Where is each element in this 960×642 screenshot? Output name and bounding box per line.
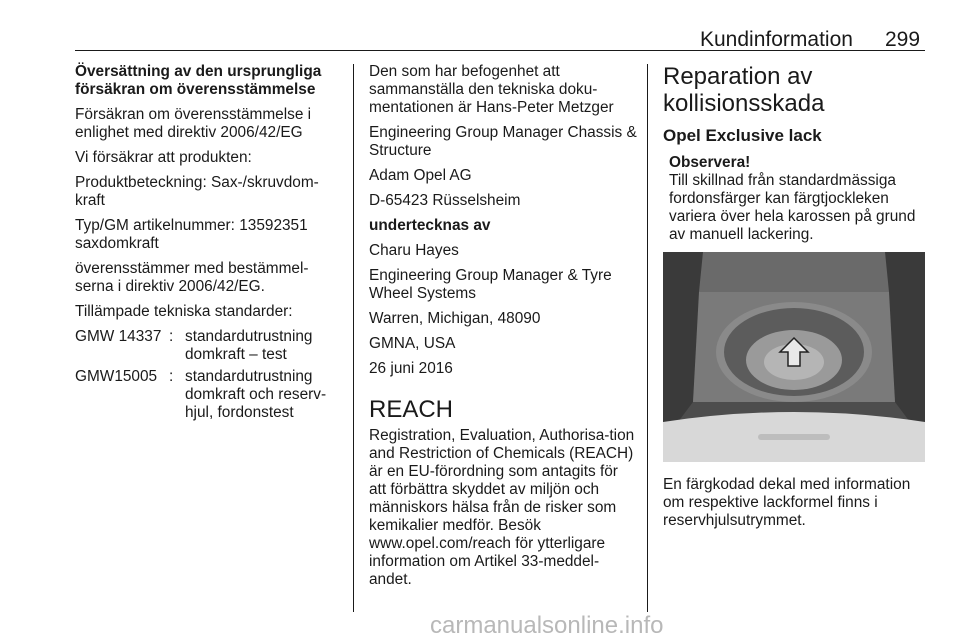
paragraph: Engineering Group Manager Chassis & Structure	[369, 124, 637, 159]
paragraph: Vi försäkrar att produkten:	[75, 149, 252, 166]
watermark-text: carmanualsonline.info	[430, 612, 664, 639]
paragraph: Produktbeteckning: Sax-/skruvdom-kraft	[75, 174, 319, 209]
standard-code: GMW 14337	[75, 328, 162, 345]
paragraph: Den som har befogenhet att sammanställa den tekniska doku-mentationen är Hans-Peter Metzger	[369, 63, 614, 116]
paragraph: Tillämpade tekniska standarder:	[75, 303, 293, 320]
photo-caption: En färgkodad dekal med information om respektive lackformel finns i reservhjulsutrymmet.	[663, 476, 911, 529]
column-right	[663, 63, 928, 244]
paragraph: 26 juni 2016	[369, 360, 453, 377]
section-title: Reparation av kollisionsskada	[663, 63, 825, 117]
column-left	[75, 63, 345, 426]
page-header-title: Kundinformation	[700, 28, 853, 51]
paragraph: Typ/GM artikelnummer: 13592351 saxdomkraft	[75, 217, 308, 252]
column-divider-1	[353, 64, 354, 612]
paragraph: Adam Opel AG	[369, 167, 472, 184]
signed-by-label: undertecknas av	[369, 217, 491, 234]
note-box	[669, 154, 928, 244]
reach-heading: REACH	[369, 396, 454, 423]
column-divider-2	[647, 64, 648, 612]
standard-description: standardutrustning domkraft och reserv-hjul, fordonstest	[185, 368, 327, 421]
section-heading: Översättning av den ursprungliga försäkran om överensstämmelse	[75, 63, 322, 98]
paragraph: överensstämmer med bestämmel-serna i direktiv 2006/42/EG.	[75, 260, 309, 295]
standard-description: standardutrustning domkraft – test	[185, 328, 313, 363]
standard-separator: :	[169, 328, 174, 345]
spare-wheel-well-photo	[663, 252, 925, 462]
table-row	[75, 368, 345, 426]
note-text: Till skillnad från standardmässiga fordonsfärger kan färgtjockleken variera över hela karossen på grund av manuell lackering.	[669, 172, 916, 243]
page-number: 299	[885, 28, 921, 51]
column-middle	[369, 63, 637, 596]
paragraph: D-65423 Rüsselsheim	[369, 192, 521, 209]
paragraph: Engineering Group Manager & Tyre Wheel Systems	[369, 267, 612, 302]
standard-code: GMW15005	[75, 368, 158, 385]
standards-table	[75, 328, 345, 426]
paragraph: GMNA, USA	[369, 335, 456, 352]
header-divider	[75, 50, 925, 51]
standard-separator: :	[169, 368, 174, 385]
note-title: Observera!	[669, 154, 751, 171]
table-row	[75, 328, 345, 368]
paragraph: Warren, Michigan, 48090	[369, 310, 541, 327]
paragraph: Charu Hayes	[369, 242, 459, 259]
subsection-title: Opel Exclusive lack	[663, 126, 822, 145]
reach-paragraph: Registration, Evaluation, Authorisa-tion and Restriction of Chemicals (REACH) är en EU-förordning som antagits för att förbättra skyddet av miljön och människors hälsa från de risker som kemikalier medför. Besök www.opel.com/reach för ytterligare information om Artikel 33-meddel-andet.	[369, 427, 635, 588]
paragraph: Försäkran om överensstämmelse i enlighet med direktiv 2006/42/EG	[75, 106, 312, 141]
